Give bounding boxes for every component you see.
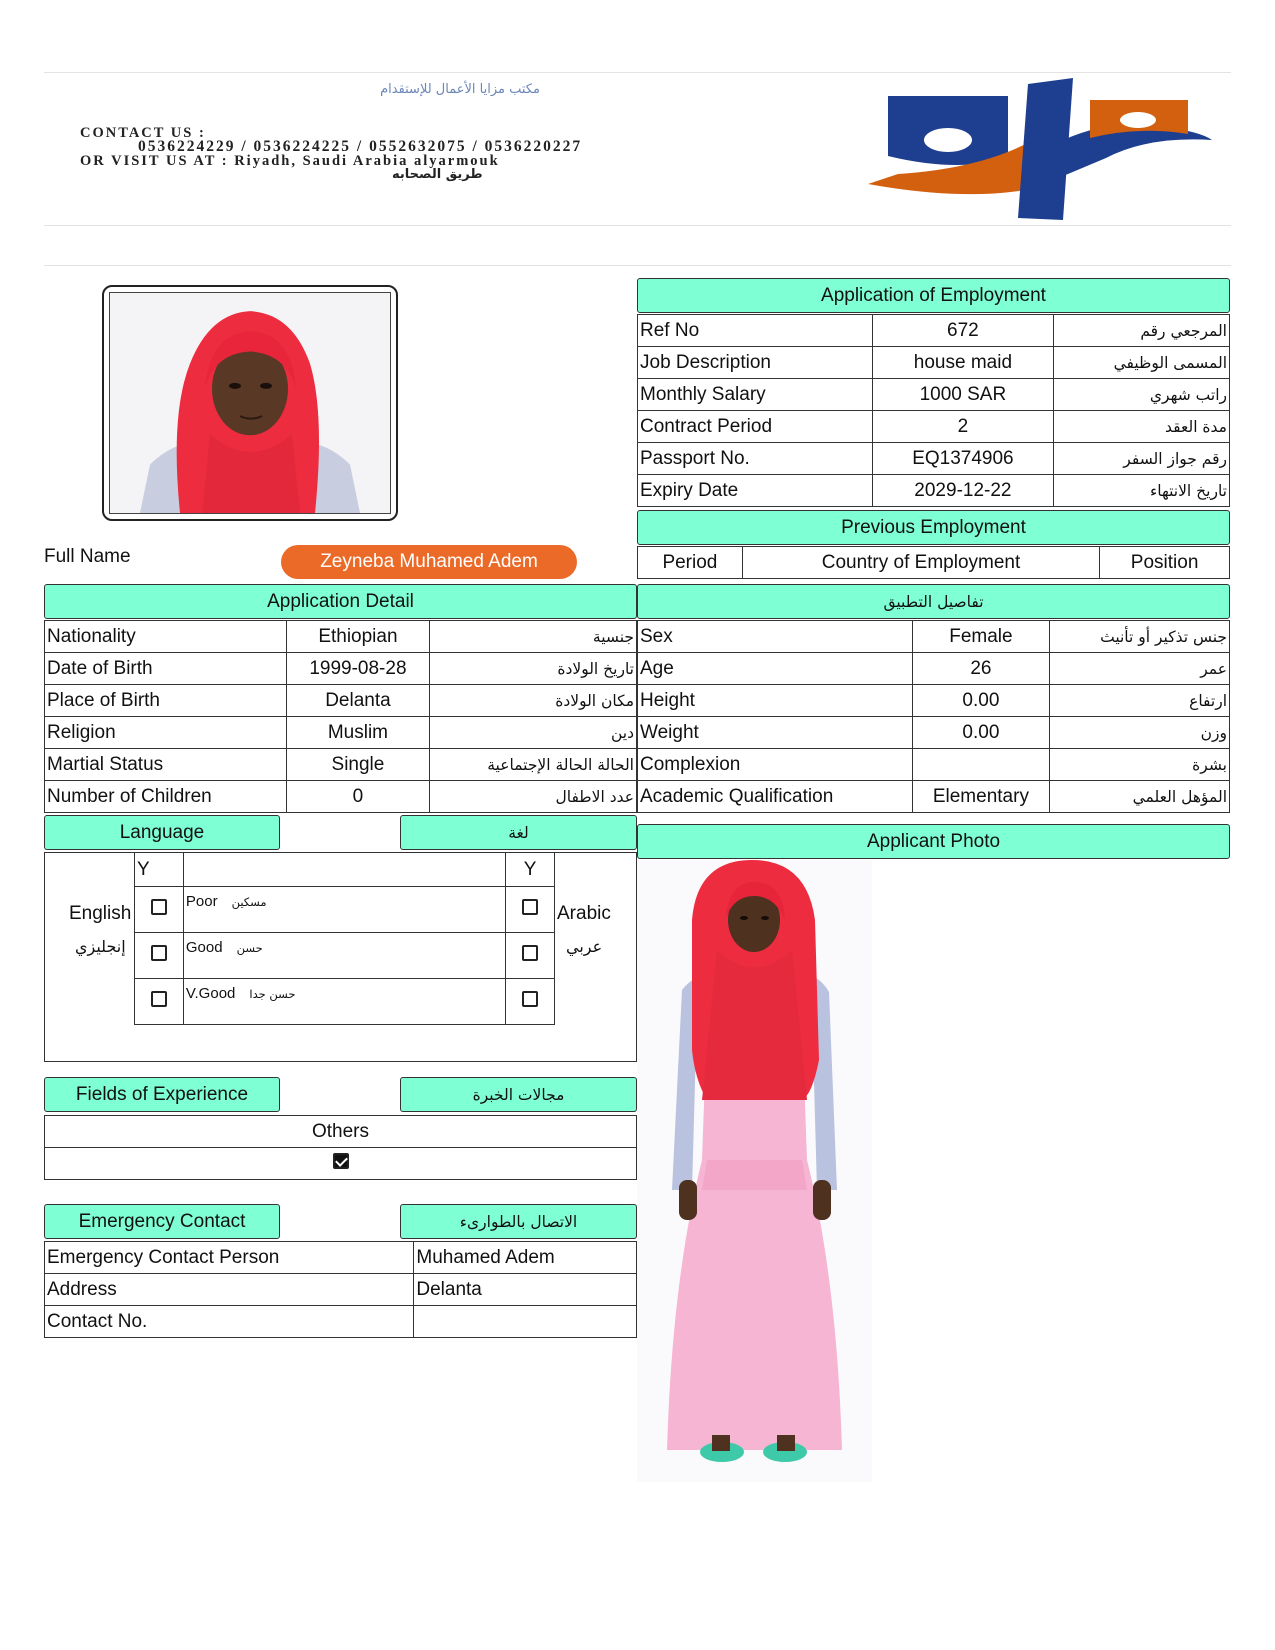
full-name-label: Full Name bbox=[44, 546, 131, 567]
table-row bbox=[638, 443, 1230, 475]
arabic-y-column: Y bbox=[506, 853, 555, 887]
experience-field: Others bbox=[45, 1116, 637, 1148]
previous-employment-table bbox=[637, 546, 1230, 579]
employment-header: Application of Employment bbox=[637, 278, 1230, 313]
header-divider bbox=[44, 225, 1231, 226]
employment-table bbox=[637, 314, 1230, 507]
row-label-arabic: بشرة bbox=[1050, 749, 1230, 781]
row-label-arabic: راتب شهري bbox=[1054, 379, 1230, 411]
row-label-arabic: جنسية bbox=[430, 621, 637, 653]
previous-employment-header: Previous Employment bbox=[637, 510, 1230, 545]
table-row bbox=[638, 379, 1230, 411]
row-value: Female bbox=[912, 621, 1050, 653]
row-label: Contact No. bbox=[45, 1306, 414, 1338]
row-label-arabic: المؤهل العلمي bbox=[1050, 781, 1230, 813]
column-country: Country of Employment bbox=[742, 547, 1099, 579]
row-label: Address bbox=[45, 1274, 414, 1306]
detail-table-right bbox=[637, 620, 1230, 813]
company-logo-icon bbox=[868, 78, 1212, 222]
arabic-label-arabic: عربي bbox=[566, 937, 603, 956]
english-y-column: Y bbox=[135, 853, 184, 887]
row-value: Single bbox=[286, 749, 430, 781]
row-label-arabic: مكان الولادة bbox=[430, 685, 637, 717]
row-value: 0.00 bbox=[912, 717, 1050, 749]
table-row bbox=[135, 979, 555, 1025]
applicant-photo-header: Applicant Photo bbox=[637, 824, 1230, 859]
column-position: Position bbox=[1100, 547, 1230, 579]
table-header-row bbox=[638, 547, 1230, 579]
contact-address: OR VISIT US AT : Riyadh, Saudi Arabia alyarmouk bbox=[80, 153, 500, 169]
language-level-table bbox=[134, 852, 555, 1025]
row-label-arabic: المسمى الوظيفي bbox=[1054, 347, 1230, 379]
column-period: Period bbox=[638, 547, 743, 579]
row-value: Ethiopian bbox=[286, 621, 430, 653]
level-label-arabic: حسن bbox=[236, 941, 263, 955]
table-row bbox=[45, 1306, 637, 1338]
table-row bbox=[45, 653, 637, 685]
full-name-value: Zeyneba Muhamed Adem bbox=[281, 545, 577, 579]
contact-block bbox=[80, 126, 820, 182]
row-label: Passport No. bbox=[638, 443, 873, 475]
table-row bbox=[638, 475, 1230, 507]
row-label-arabic: جنس تذكير أو تأنيث bbox=[1050, 621, 1230, 653]
emergency-header: Emergency Contact bbox=[44, 1204, 280, 1239]
row-label-arabic: الحالة الحالة الإجتماعية bbox=[430, 749, 637, 781]
row-label: Sex bbox=[638, 621, 913, 653]
experience-header: Fields of Experience bbox=[44, 1077, 280, 1112]
application-detail-header: Application Detail bbox=[44, 584, 637, 619]
row-label: Nationality bbox=[45, 621, 287, 653]
applicant-full-photo bbox=[637, 860, 872, 1482]
row-value: EQ1374906 bbox=[872, 443, 1054, 475]
table-row bbox=[638, 685, 1230, 717]
arabic-good-checkbox[interactable] bbox=[522, 945, 538, 961]
english-label-arabic: إنجليزي bbox=[75, 937, 126, 956]
passport-photo-frame bbox=[102, 285, 398, 521]
contact-street-arabic: طريق الصحابه bbox=[392, 167, 483, 182]
row-value: 1000 SAR bbox=[872, 379, 1054, 411]
language-box bbox=[44, 852, 637, 1062]
section-divider bbox=[44, 265, 1231, 266]
row-label: Place of Birth bbox=[45, 685, 287, 717]
table-row bbox=[45, 1116, 637, 1148]
experience-header-arabic: مجالات الخبرة bbox=[400, 1077, 637, 1112]
table-row bbox=[638, 347, 1230, 379]
language-header-arabic: لغة bbox=[400, 815, 637, 850]
level-label: Poor bbox=[185, 893, 218, 910]
row-value: 1999-08-28 bbox=[286, 653, 430, 685]
row-label: Weight bbox=[638, 717, 913, 749]
row-label: Date of Birth bbox=[45, 653, 287, 685]
row-label-arabic: ارتفاع bbox=[1050, 685, 1230, 717]
table-row bbox=[638, 653, 1230, 685]
table-row bbox=[45, 1148, 637, 1180]
row-value: house maid bbox=[872, 347, 1054, 379]
row-label: Height bbox=[638, 685, 913, 717]
table-row bbox=[638, 781, 1230, 813]
row-label-arabic: عدد الاطفال bbox=[430, 781, 637, 813]
row-label-arabic: مدة العقد bbox=[1054, 411, 1230, 443]
row-label-arabic: وزن bbox=[1050, 717, 1230, 749]
experience-others-checkbox[interactable] bbox=[333, 1153, 349, 1169]
english-good-checkbox[interactable] bbox=[151, 945, 167, 961]
experience-table bbox=[44, 1115, 637, 1180]
row-label: Contract Period bbox=[638, 411, 873, 443]
level-label-arabic: حسن جدا bbox=[249, 987, 296, 1001]
row-label: Emergency Contact Person bbox=[45, 1242, 414, 1274]
row-label-arabic: دين bbox=[430, 717, 637, 749]
row-value: 0 bbox=[286, 781, 430, 813]
table-row bbox=[45, 717, 637, 749]
row-value: Delanta bbox=[414, 1274, 637, 1306]
row-value: Muslim bbox=[286, 717, 430, 749]
row-label: Number of Children bbox=[45, 781, 287, 813]
contact-phones: 0536224229 / 0536224225 / 0552632075 / 0536220227 bbox=[138, 138, 583, 155]
contact-label: CONTACT US : bbox=[80, 125, 206, 141]
table-row bbox=[638, 315, 1230, 347]
table-row bbox=[638, 411, 1230, 443]
row-value: 2 bbox=[872, 411, 1054, 443]
table-row bbox=[135, 887, 555, 933]
row-value: 2029-12-22 bbox=[872, 475, 1054, 507]
detail-table-left bbox=[44, 620, 637, 813]
row-label: Job Description bbox=[638, 347, 873, 379]
row-value: 672 bbox=[872, 315, 1054, 347]
table-row bbox=[45, 1242, 637, 1274]
row-value: Muhamed Adem bbox=[414, 1242, 637, 1274]
row-value bbox=[912, 749, 1050, 781]
row-label: Ref No bbox=[638, 315, 873, 347]
table-row bbox=[638, 621, 1230, 653]
emergency-table bbox=[44, 1241, 637, 1338]
row-label-arabic: المرجعي رقم bbox=[1054, 315, 1230, 347]
row-label: Religion bbox=[45, 717, 287, 749]
table-row bbox=[45, 685, 637, 717]
row-value: 26 bbox=[912, 653, 1050, 685]
row-value bbox=[414, 1306, 637, 1338]
table-row bbox=[135, 933, 555, 979]
table-row bbox=[638, 749, 1230, 781]
row-value: Delanta bbox=[286, 685, 430, 717]
row-label: Martial Status bbox=[45, 749, 287, 781]
language-header: Language bbox=[44, 815, 280, 850]
arabic-poor-checkbox[interactable] bbox=[522, 899, 538, 915]
emergency-header-arabic: الاتصال بالطوارىء bbox=[400, 1204, 637, 1239]
passport-photo bbox=[109, 292, 391, 514]
arabic-vgood-checkbox[interactable] bbox=[522, 991, 538, 1007]
english-label: English bbox=[69, 903, 132, 924]
table-row bbox=[45, 781, 637, 813]
row-label: Complexion bbox=[638, 749, 913, 781]
table-row bbox=[45, 749, 637, 781]
english-vgood-checkbox[interactable] bbox=[151, 991, 167, 1007]
row-label-arabic: عمر bbox=[1050, 653, 1230, 685]
level-label: V.Good bbox=[185, 985, 236, 1002]
english-poor-checkbox[interactable] bbox=[151, 899, 167, 915]
table-row bbox=[45, 621, 637, 653]
application-detail-header-arabic: تفاصيل التطبيق bbox=[637, 584, 1230, 619]
office-name-arabic: مكتب مزايا الأعمال للإستقدام bbox=[380, 82, 540, 97]
row-label: Academic Qualification bbox=[638, 781, 913, 813]
table-row bbox=[638, 717, 1230, 749]
level-label: Good bbox=[185, 939, 223, 956]
top-divider bbox=[44, 72, 1231, 73]
row-label: Expiry Date bbox=[638, 475, 873, 507]
level-label-arabic: مسكين bbox=[231, 895, 267, 909]
row-label: Age bbox=[638, 653, 913, 685]
row-label-arabic: رقم جواز السفر bbox=[1054, 443, 1230, 475]
row-label-arabic: تاريخ الولادة bbox=[430, 653, 637, 685]
row-label: Monthly Salary bbox=[638, 379, 873, 411]
row-value: Elementary bbox=[912, 781, 1050, 813]
table-row bbox=[45, 1274, 637, 1306]
arabic-label: Arabic bbox=[557, 903, 611, 924]
row-label-arabic: تاريخ الانتهاء bbox=[1054, 475, 1230, 507]
row-value: 0.00 bbox=[912, 685, 1050, 717]
table-header-row bbox=[135, 853, 555, 887]
